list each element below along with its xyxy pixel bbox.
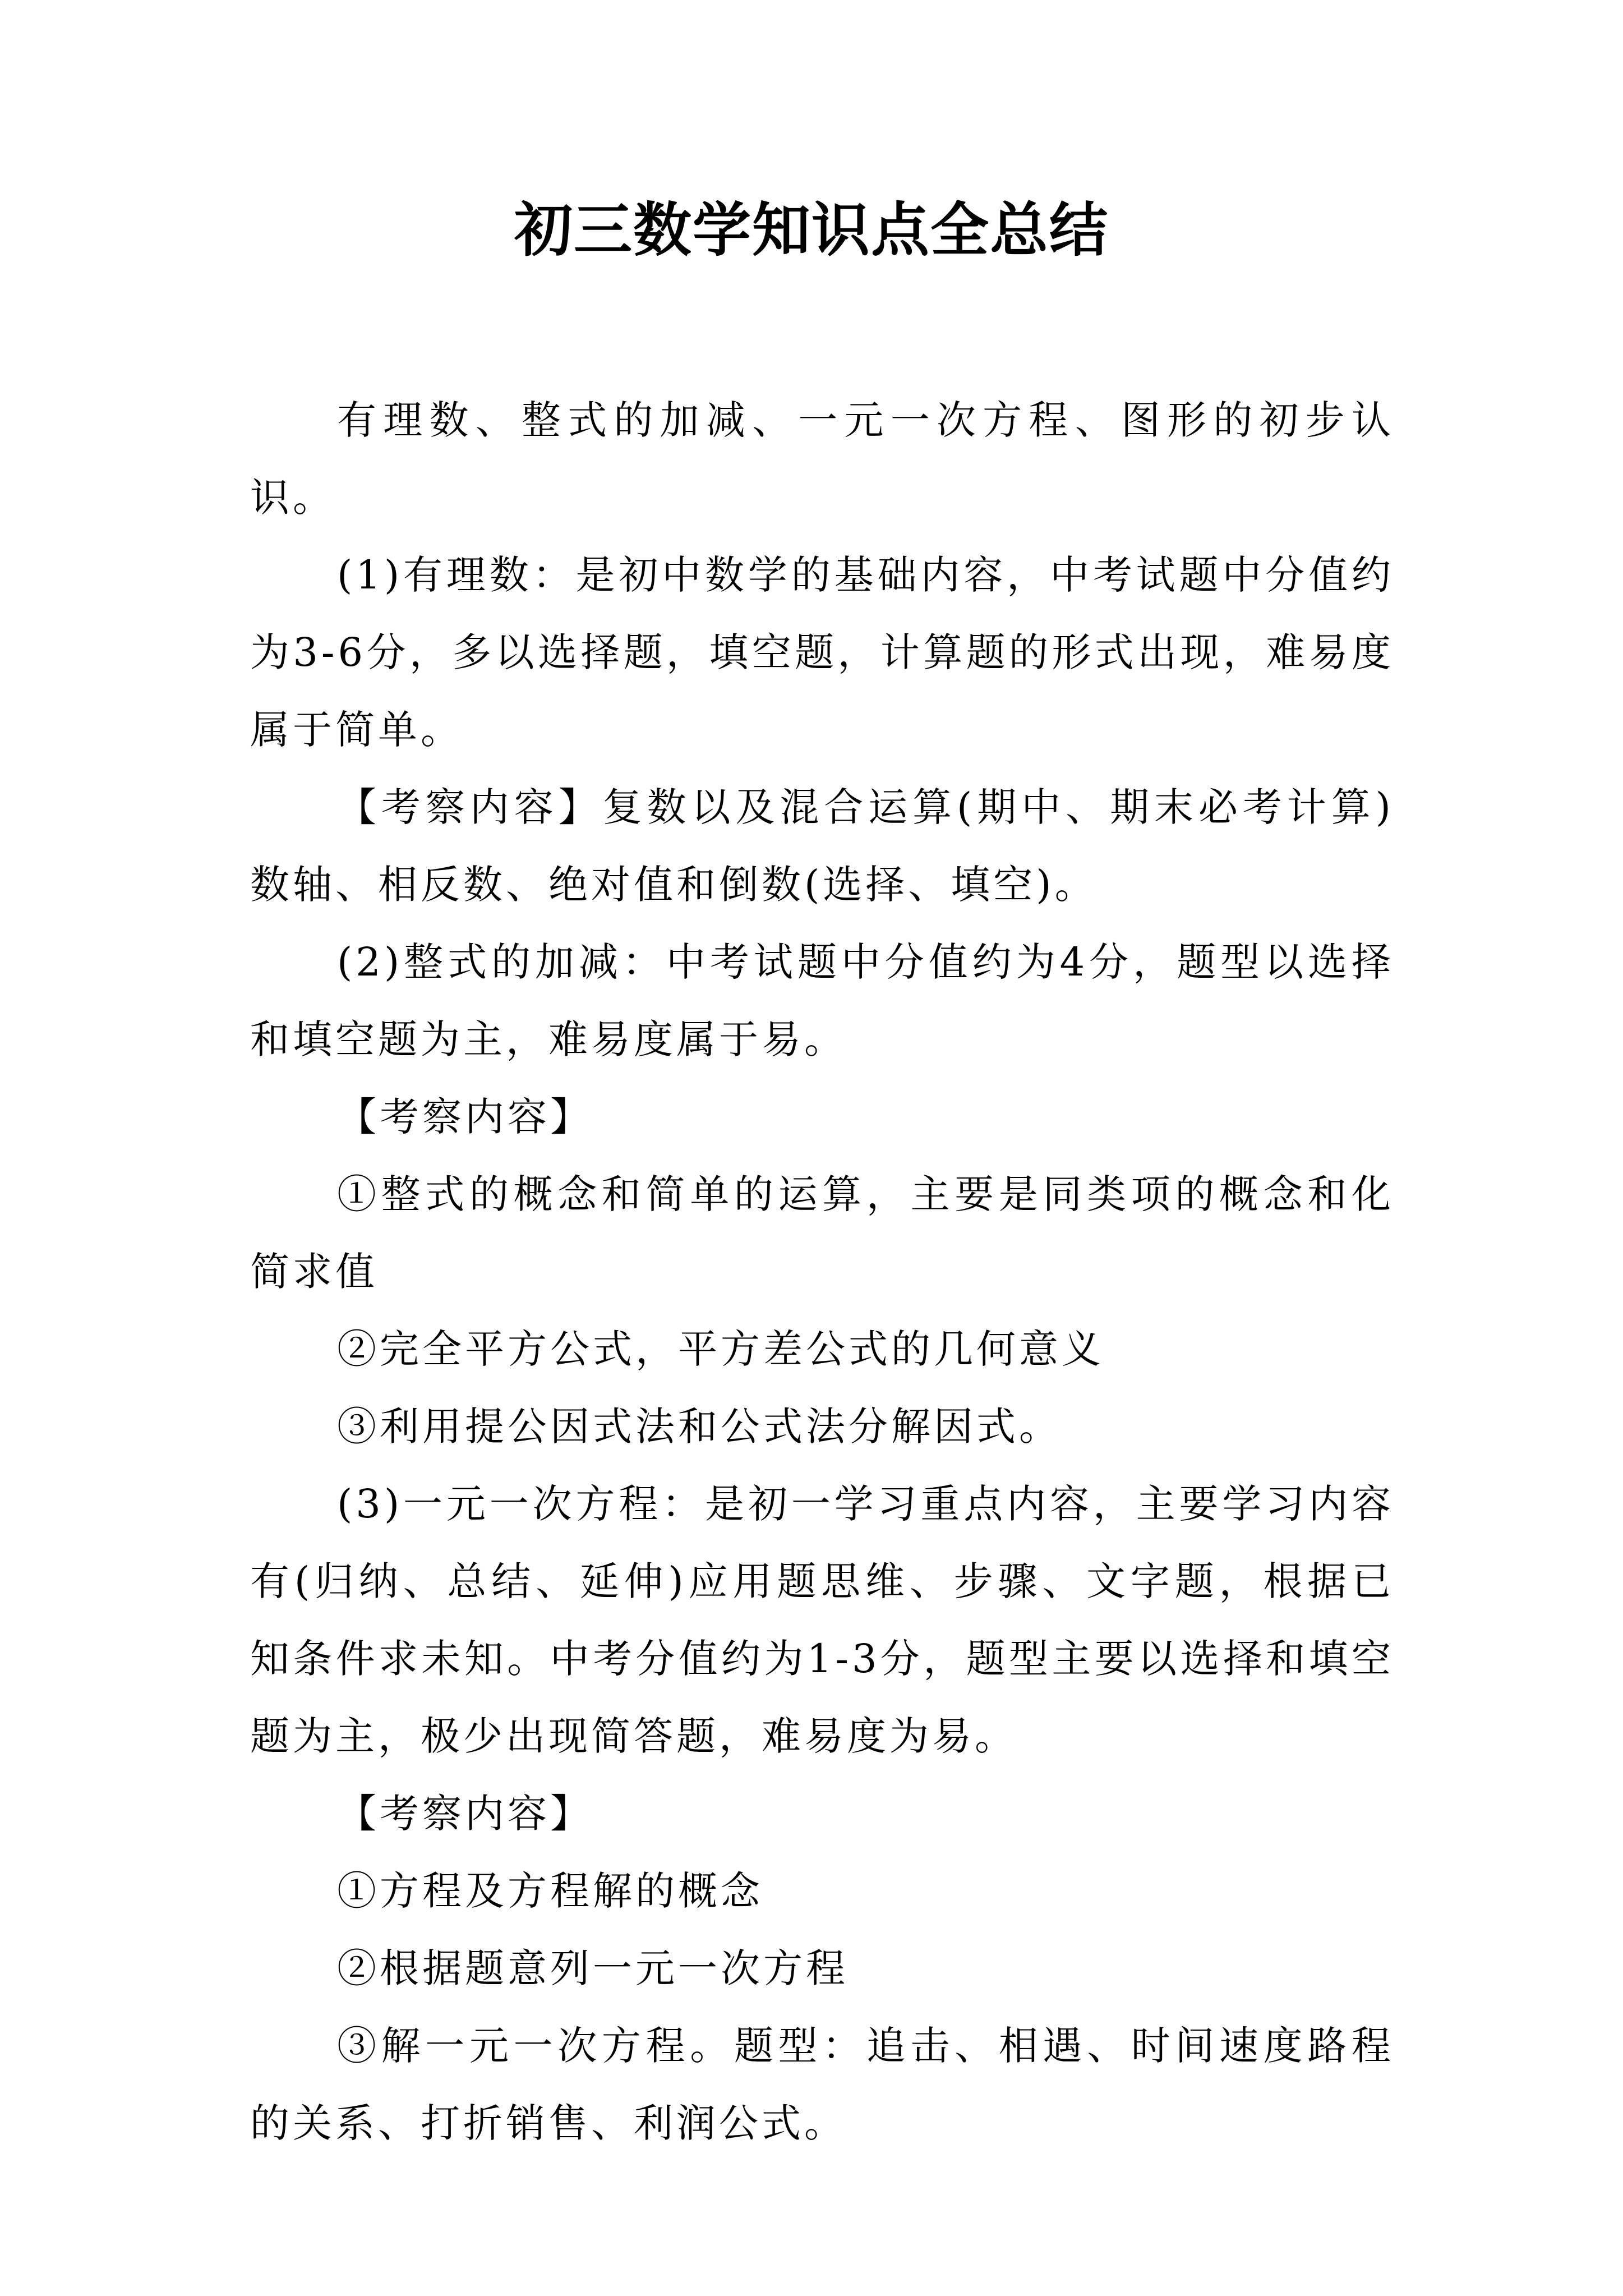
paragraph-rational-exam-content: 【考察内容】复数以及混合运算(期中、期末必考计算)数轴、相反数、绝对值和倒数(选择、填空)。 xyxy=(250,784,1394,908)
document-body xyxy=(250,381,1394,2162)
paragraph-exam-content-heading: 【考察内容】 xyxy=(337,1791,593,1837)
paragraph-intro: 有理数、整式的加减、一元一次方程、图形的初步认识。 xyxy=(250,397,1394,521)
list-item: ①整式的概念和简单的运算，主要是同类项的概念和化简求值 xyxy=(250,1171,1394,1295)
list-item: ①方程及方程解的概念 xyxy=(337,1868,763,1914)
paragraph-linear-equations: (3)一元一次方程：是初一学习重点内容，主要学习内容有(归纳、总结、延伸)应用题思维、步骤、文字题，根据已知条件求未知。中考分值约为1-3分，题型主要以选择和填空题为主，极少出现简答题，难易度为易。 xyxy=(250,1481,1394,1759)
paragraph-rational-numbers: (1)有理数：是初中数学的基础内容，中考试题中分值约为3-6分，多以选择题，填空题，计算题的形式出现，难易度属于简单。 xyxy=(250,552,1394,753)
list-item: ②根据题意列一元一次方程 xyxy=(337,1945,849,1991)
list-item: ③解一元一次方程。题型：追击、相遇、时间速度路程的关系、打折销售、利润公式。 xyxy=(250,2023,1394,2146)
page-title: 初三数学知识点全总结 xyxy=(514,196,1109,264)
list-item: ③利用提公因式法和公式法分解因式。 xyxy=(337,1404,1062,1450)
paragraph-exam-content-heading: 【考察内容】 xyxy=(337,1094,593,1140)
list-item: ②完全平方公式，平方差公式的几何意义 xyxy=(337,1326,1104,1372)
paragraph-polynomials: (2)整式的加减：中考试题中分值约为4分，题型以选择和填空题为主，难易度属于易。 xyxy=(250,939,1394,1062)
